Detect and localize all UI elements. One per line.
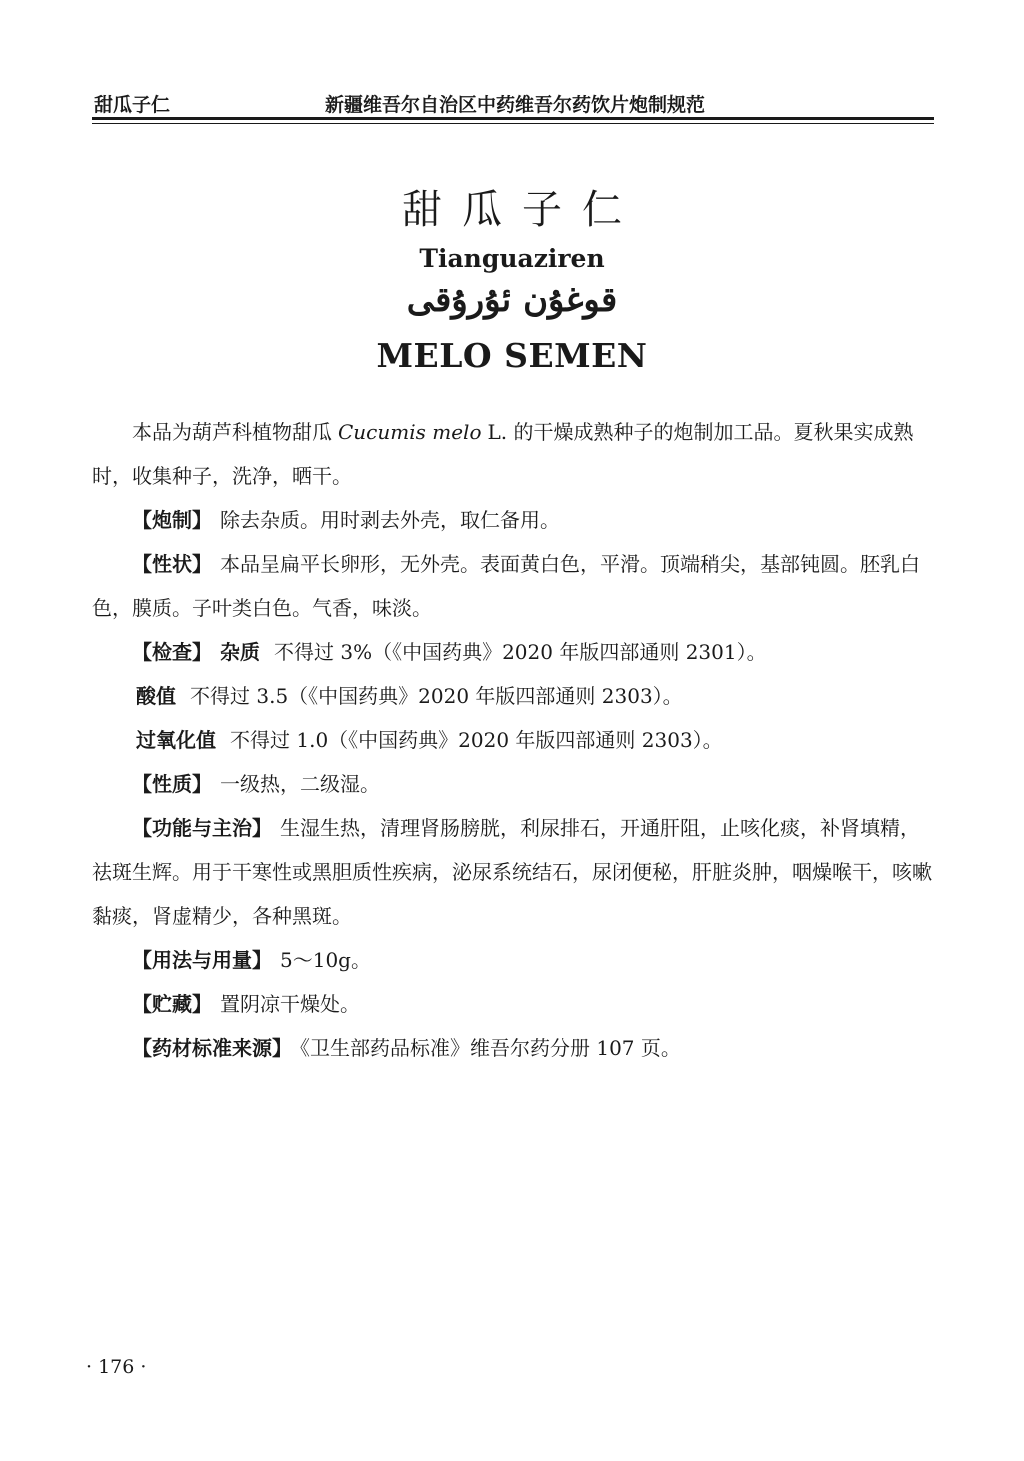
- monograph-body: [92, 410, 934, 1070]
- header-rule-thick: [92, 117, 934, 120]
- header-running-title: 甜瓜子仁: [94, 94, 171, 116]
- section-label: 【功能与主治】: [132, 816, 272, 840]
- intro-text-2: L. 的干燥成熟种子的炮制加工品。夏秋果实成熟时，收集种子，洗净，晒干。: [92, 420, 914, 488]
- section-label: 【贮藏】: [132, 992, 212, 1016]
- impurity-label: 杂质: [220, 640, 260, 664]
- header-rule-thin: [92, 123, 934, 124]
- page-number: · 176 ·: [86, 1356, 147, 1378]
- peroxide-text: 不得过 1.0（《中国药典》2020 年版四部通则 2303）。: [230, 728, 723, 752]
- acid-text: 不得过 3.5（《中国药典》2020 年版四部通则 2303）。: [190, 684, 683, 708]
- monograph-title-block: [0, 182, 1024, 376]
- section-label: 【炮制】: [132, 508, 212, 532]
- section-text: 《卫生部药品标准》维吾尔药分册 107 页。: [300, 1036, 681, 1060]
- section-label: 【药材标准来源】: [132, 1036, 292, 1060]
- section-text: 置阴凉干燥处。: [220, 992, 360, 1016]
- section-text: 生湿生热，清理肾肠膀胱，利尿排石，开通肝阻，止咳化痰，补肾填精，祛斑生辉。用于干寒性或黑胆质性疾病，泌尿系统结石，尿闭便秘，肝脏炎肿，咽燥喉干，咳嗽黏痰，肾虚精少，各种黑斑。: [92, 816, 932, 928]
- intro-text-1: 本品为葫芦科植物甜瓜: [132, 420, 332, 444]
- intro-latin-name: Cucumis melo: [338, 420, 482, 444]
- impurity-text: 不得过 3%（《中国药典》2020 年版四部通则 2301）。: [274, 640, 767, 664]
- page-header: [0, 0, 1024, 130]
- title-pinyin: Tianguaziren: [419, 244, 605, 273]
- section-processing: [92, 498, 934, 542]
- section-nature: [92, 762, 934, 806]
- section-label: 【性质】: [132, 772, 212, 796]
- acid-label: 酸值: [136, 684, 176, 708]
- inspection-acid-value: [92, 674, 934, 718]
- section-label: 【用法与用量】: [132, 948, 272, 972]
- section-description: [92, 542, 934, 630]
- section-text: 本品呈扁平长卵形，无外壳。表面黄白色，平滑。顶端稍尖，基部钝圆。胚乳白色，膜质。子叶类白色。气香，味淡。: [92, 552, 920, 620]
- section-source: [92, 1026, 934, 1070]
- section-inspection: [92, 630, 934, 674]
- inspection-peroxide-value: [92, 718, 934, 762]
- section-text: 一级热，二级湿。: [220, 772, 380, 796]
- intro-paragraph: [92, 410, 934, 498]
- section-function: [92, 806, 934, 938]
- title-latin: MELO SEMEN: [376, 336, 648, 375]
- section-usage: [92, 938, 934, 982]
- title-uyghur: قوغۇن ئۇرۇقى: [406, 280, 618, 320]
- section-label: 【检查】: [132, 640, 212, 664]
- section-label: 【性状】: [132, 552, 212, 576]
- section-text: 5～10g。: [280, 948, 371, 972]
- header-book-title: 新疆维吾尔自治区中药维吾尔药饮片炮制规范: [325, 94, 706, 116]
- title-chinese: 甜瓜子仁: [402, 187, 642, 233]
- section-storage: [92, 982, 934, 1026]
- peroxide-label: 过氧化值: [136, 728, 216, 752]
- section-text: 除去杂质。用时剥去外壳，取仁备用。: [220, 508, 560, 532]
